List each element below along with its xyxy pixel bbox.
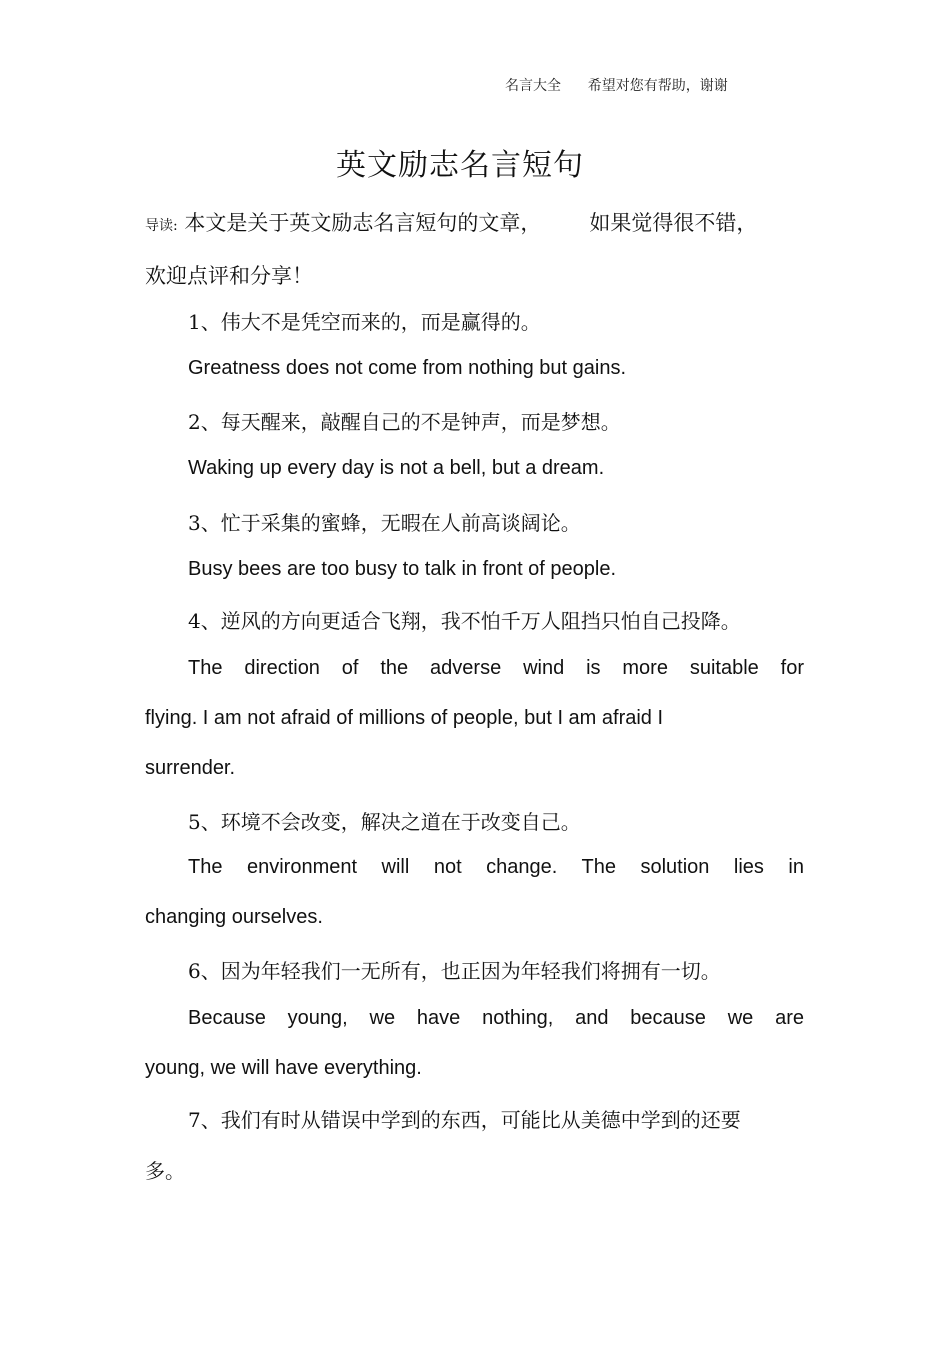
document-title: 英文励志名言短句 [336,148,584,183]
header-left: 名言大全 [505,78,561,94]
intro-label: 导读: [145,218,178,234]
quote-6-cn: 6、因为年轻我们一无所有，也正因为年轻我们将拥有一切。 [188,959,721,983]
header-right: 希望对您有帮助，谢谢 [587,78,728,94]
quote-2-en: Waking up every day is not a bell, but a dream. [188,457,605,479]
quote-4-en-line-3: surrender. [145,757,236,779]
quote-3-en: Busy bees are too busy to talk in front of people. [188,558,617,580]
quote-1-cn: 1、伟大不是凭空而来的，而是赢得的。 [188,310,541,334]
quote-7-cn-line-1: 7、我们有时从错误中学到的东西，可能比从美德中学到的还要 [188,1108,741,1132]
intro-paragraph [145,198,805,301]
quote-6-en-line-1: Because young, we have nothing, and because we are [188,1007,804,1029]
intro-line-1 [145,198,805,251]
quote-4-en-line-1: The direction of the adverse wind is more suitable for [188,657,804,679]
page-header [505,75,728,95]
quote-1-en: Greatness does not come from nothing but gains. [188,357,627,379]
quote-5-en-line-1: The environment will not change. The solution lies in [188,856,804,878]
quote-3-cn: 3、忙于采集的蜜蜂，无暇在人前高谈阔论。 [188,511,581,535]
intro-text-1: 本文是关于英文励志名言短句的文章， [184,211,542,235]
quote-2-cn: 2、每天醒来，敲醒自己的不是钟声，而是梦想。 [188,410,621,434]
quote-4-en-line-2: flying. I am not afraid of millions of people, but I am afraid I [145,707,664,729]
quote-4-cn: 4、逆风的方向更适合飞翔，我不怕千万人阻挡只怕自己投降。 [188,609,741,633]
intro-line-2: 欢迎点评和分享！ [145,264,313,288]
quote-5-cn: 5、环境不会改变，解决之道在于改变自己。 [188,810,581,834]
quote-7-cn-line-2: 多。 [145,1159,185,1183]
intro-text-1b: 如果觉得很不错， [589,211,758,235]
quote-5-en-line-2: changing ourselves. [145,906,323,928]
quote-6-en-line-2: young, we will have everything. [145,1057,422,1079]
